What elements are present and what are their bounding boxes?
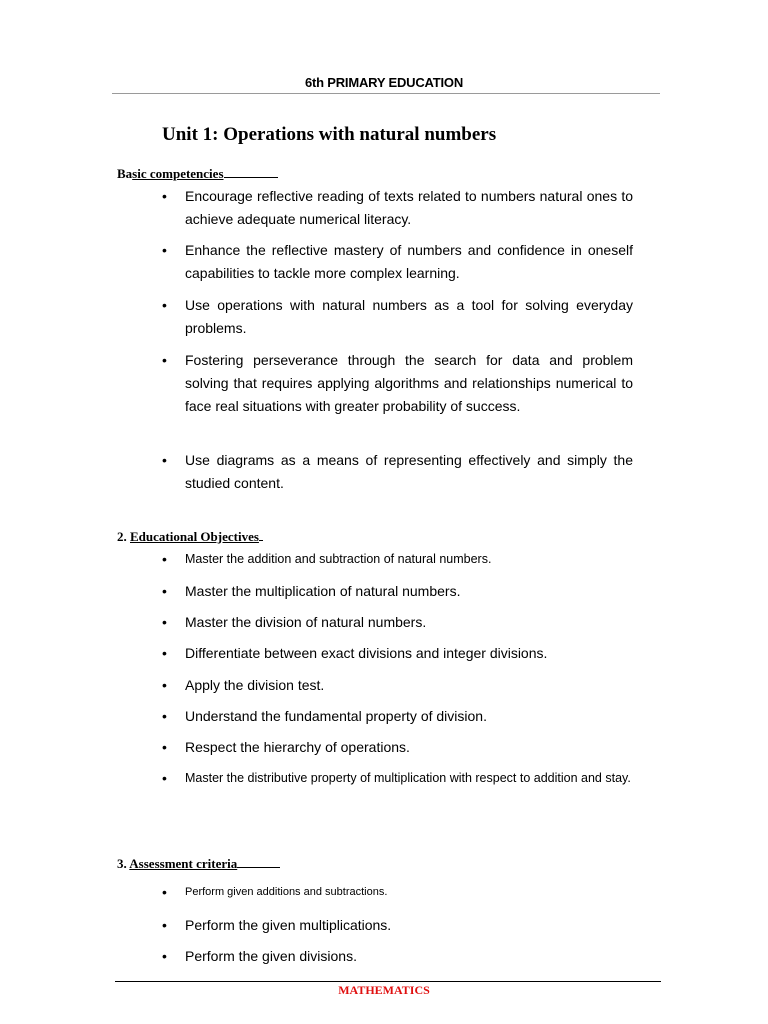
page-header-title: 6th PRIMARY EDUCATION [304, 75, 464, 90]
list-item: • Encourage reflective reading of texts related to numbers natural ones to achieve adequate numerical literacy. [162, 188, 633, 227]
list-item: • Perform the given divisions. [162, 948, 357, 964]
header-divider [112, 93, 660, 94]
list-item: • Perform given additions and subtractions. [162, 884, 388, 900]
list-item: • Use operations with natural numbers as a tool for solving everyday problems. [162, 297, 633, 336]
list-item: • Understand the fundamental property of division. [162, 708, 487, 724]
list-item: • Respect the hierarchy of operations. [162, 739, 410, 755]
educational-objectives-heading [117, 527, 263, 545]
heading-prefix: 3. [117, 856, 130, 871]
list-item: • Enhance the reflective mastery of numbers and confidence in oneself capabilities to tackle more complex learning. [162, 242, 633, 281]
list-item: • Apply the division test. [162, 677, 325, 693]
list-item: • Fostering perseverance through the search for data and problem solving that requires applying algorithms and relationships numerical to face real situations with greater probability of success. [162, 352, 633, 414]
footer-divider [115, 981, 661, 982]
list-item: • Use diagrams as a means of representing effectively and simply the studied content. [162, 452, 633, 491]
basic-competencies-heading [117, 164, 278, 182]
heading-text: sic competencies [132, 166, 224, 181]
heading-text: Educational Objectives [130, 529, 259, 544]
heading-text: Assessment criteria [129, 856, 238, 871]
unit-title: Unit 1: Operations with natural numbers [162, 124, 497, 145]
list-item: • Differentiate between exact divisions and integer divisions. [162, 645, 548, 661]
list-item: • Master the multiplication of natural numbers. [162, 583, 461, 599]
heading-prefix: 2. [117, 529, 130, 544]
heading-prefix: Ba [117, 166, 133, 181]
list-item: • Master the division of natural numbers. [162, 614, 427, 630]
list-item: • Perform the given multiplications. [162, 917, 392, 933]
list-item: • Master the addition and subtraction of natural numbers. [162, 551, 492, 567]
assessment-criteria-heading [117, 854, 280, 872]
footer-subject: MATHEMATICS [338, 983, 430, 997]
list-item: • Master the distributive property of multiplication with respect to addition and stay. [162, 770, 631, 786]
